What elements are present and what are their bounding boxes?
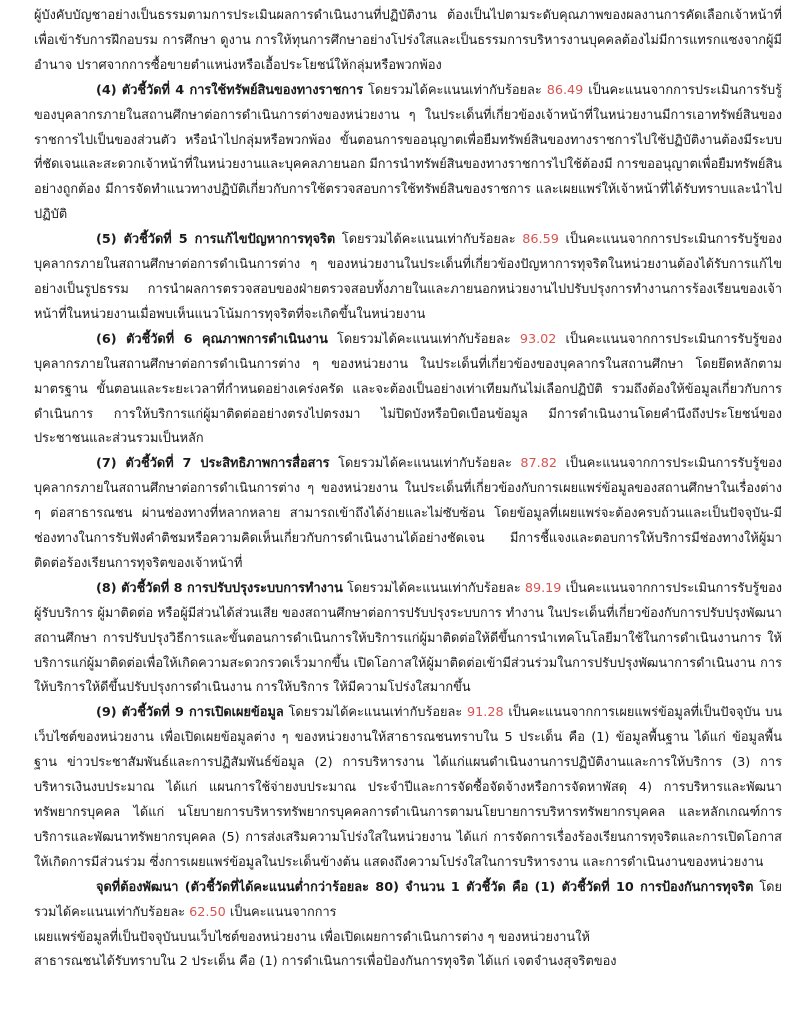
indicator-6-prefix: โดยรวมได้คะแนนเท่ากับร้อยละ: [336, 331, 511, 347]
indicator-8-paragraph: [34, 577, 782, 702]
indicator-8-heading: (8) ตัวชี้วัดที่ 8 การปรับปรุงระบบการทำงาน: [96, 580, 343, 596]
indicator-7-score: 87.82: [520, 456, 558, 472]
indicator-7-body: เป็นคะแนนจากการประเมินการรับรู้ของบุคลากรภายในสถานศึกษาต่อการดำเนินการต่าง ๆ ของหน่วยงาน ในประเด็นที่เกี่ยวข้องกับการเผยแพร่ข้อมูลของสถานศึกษาในเรื่องต่าง ๆ ต่อสาธารณชน ผ่านช่องทางที่หลากหลาย สามารถเข้าถึงได้ง่ายและไม่ซับซ้อน โดยข้อมูลที่เผยแพร่จะต้องครบถ้วนและเป็นปัจจุบัน-มีช่องทางในการรับฟังคำติชมหรือความคิดเห็นเกี่ยวกับการดำเนินงานได้อย่างชัดเจน มีการชี้แจงและตอบการให้บริการมีช่องทางให้ผู้มาติดต่อร้องเรียนการทุจริตของเจ้าหน้าที่: [34, 456, 783, 571]
indicator-9-body: เป็นคะแนนจากการเผยแพร่ข้อมูลที่เป็นปัจจุบัน บนเว็บไซต์ของหน่วยงาน เพื่อเปิดเผยข้อมูลต่าง ๆ ของหน่วยงานให้สาธารณชนทราบใน 5 ประเด็น คือ (1) ข้อมูลพื้นฐาน ได้แก่ ข้อมูลพื้นฐาน ข่าวประชาสัมพันธ์และการปฏิสัมพันธ์ข้อมูล (2) การบริหารงาน ได้แก่แผนดำเนินงานการปฏิบัติงานและการให้บริการ (3) การบริหารเงินงบประมาณ ได้แก่ แผนการใช้จ่ายงบประมาณ ประจำปีและการจัดซื้อจัดจ้างหรือการจัดหาพัสดุ 4) การบริหารและพัฒนาทรัพยากรบุคคล ได้แก่ นโยบายการบริหารทรัพยากรบุคคลการดำเนินการตามนโยบายการบริหารทรัพยากรบุคคล และหลักเกณฑ์การบริการและพัฒนาทรัพยากรบุคคล (5) การส่งเสริมความโปร่งใสในหน่วยงาน ได้แก่ การจัดการเรื่องร้องเรียนการทุจริตและการเปิดโอกาสให้เกิดการมีส่วนร่วม ซึ่งการเผยแพร่ข้อมูลในประเด็นข้างต้น แสดงถึงความโปร่งใสในการบริหารงาน และการดำเนินงานของหน่วยงาน: [34, 705, 782, 870]
indicator-5-heading: (5) ตัวชี้วัดที่ 5 การแก้ไขปัญหาการทุจริต: [96, 232, 336, 248]
development-line-3: สาธารณชนได้รับทราบใน 2 ประเด็น คือ (1) การดำเนินการเพื่อป้องกันการทุจริต ได้แก่ เจตจำนงสุจริตของ: [34, 954, 617, 970]
indicator-4-score: 86.49: [546, 82, 584, 98]
indicator-4-heading: (4) ตัวชี้วัดที่ 4 การใช้ทรัพย์สินของทางราชการ: [96, 82, 364, 98]
indicator-5-score: 86.59: [522, 232, 559, 248]
indicator-6-score: 93.02: [519, 331, 557, 347]
indicator-8-body: เป็นคะแนนจากการประเมินการรับรู้ของผู้รับบริการ ผู้มาติดต่อ หรือผู้มีส่วนได้ส่วนเสีย ของสถานศึกษาต่อการปรับปรุงระบบการ ทำงาน ในประเด็นที่เกี่ยวข้องกับการปรับปรุงพัฒนาสถานศึกษา การปรับปรุงวิธีการและขั้นตอนการดำเนินการให้บริการแก่ผู้มาติดต่อให้ดีขึ้นการนำเทคโนโลยีมาใช้ในการดำเนินงานการ ให้บริการแก่ผู้มาติดต่อเพื่อให้เกิดความสะดวกรวดเร็วมากขึ้น เปิดโอกาสให้ผู้มาติดต่อเข้ามีส่วนร่วมในการปรับปรุงพัฒนาการดำเนินงาน การให้บริการให้ดีขึ้นปรับปรุงการดำเนินงาน การให้บริการ ให้มีความโปร่งใสมากขึ้น: [34, 580, 783, 696]
indicator-4-body: เป็นคะแนนจากการประเมินการรับรู้ของบุคลากรภายในสถานศึกษาต่อการดำเนินการต่างของหน่วยงาน ๆ ในประเด็นที่เกี่ยวข้องเจ้าหน้าที่ในหน่วยงานมีการเอาทรัพย์สินของราชการไปเป็นของส่วนตัว หรือนำไปกลุ่มหรือพวกพ้อง ขั้นตอนการขออนุญาตเพื่อยืมทรัพย์สินของทางราชการไปใช้ปฏิบัติงานต้องมีระบบ ที่ชัดเจนและสะดวกเจ้าหน้าที่ในหน่วยงานและบุคคลภายนอก มีการนำทรัพย์สินของทางราชการไปใช้ต้องมี การขออนุญาตเพื่อยืมทรัพย์สินอย่างถูกต้อง มีการจัดทำแนวทางปฏิบัติเกี่ยวกับการใช้ตรวจสอบการใช้ทรัพย์สินของราชการ และเผยแพร่ให้เจ้าหน้าที่ได้รับทราบและนำไปปฏิบัติ: [34, 82, 782, 223]
indicator-8-prefix: โดยรวมได้คะแนนเท่ากับร้อยละ: [346, 580, 521, 596]
indicator-9-paragraph: [34, 701, 782, 875]
indicator-7-prefix: โดยรวมได้คะแนนเท่ากับร้อยละ: [338, 456, 512, 472]
document-page: [34, 4, 782, 975]
indicator-5-paragraph: [34, 228, 782, 328]
development-line-2: เผยแพร่ข้อมูลที่เป็นปัจจุบันบนเว็บไซต์ของหน่วยงาน เพื่อเปิดเผยการดำเนินการต่าง ๆ ของหน่วยงานให้: [34, 929, 590, 945]
indicator-6-heading: (6) ตัวชี้วัดที่ 6 คุณภาพการดำเนินงาน: [96, 331, 328, 347]
intro-paragraph: ผู้บังคับบัญชาอย่างเป็นธรรมตามการประเมินผลการดำเนินงานที่ปฏิบัติงาน ต้องเป็นไปตามระดับคุณภาพของผลงานการคัดเลือกเจ้าหน้าที่เพื่อเข้ารับการฝึกอบรม การศึกษา ดูงาน การให้ทุนการศึกษาอย่างโปร่งใสและเป็นธรรมการบริหารงานบุคคลต้องไม่มีการแทรกแซงจากผู้มีอำนาจ ปราศจากการซื้อขายตำแหน่งหรือเอื้อประโยชน์ให้กลุ่มหรือพวกพ้อง: [34, 8, 782, 73]
indicator-7-paragraph: [34, 452, 782, 577]
indicator-5-prefix: โดยรวมได้คะแนนเท่ากับร้อยละ: [341, 232, 516, 248]
indicator-8-score: 89.19: [524, 580, 562, 596]
indicator-9-score: 91.28: [466, 705, 504, 721]
development-prefix: โดยรวมได้คะแนนเท่ากับร้อยละ: [34, 879, 782, 920]
development-suffix: เป็นคะแนนจากการ: [229, 904, 337, 920]
indicator-4-prefix: โดยรวมได้คะแนนเท่ากับร้อยละ: [368, 82, 542, 98]
indicator-5-body: เป็นคะแนนจากการประเมินการรับรู้ของบุคลากรภายในสถานศึกษาต่อการดำเนินการต่าง ๆ ของหน่วยงานในประเด็นที่เกี่ยวข้องปัญหาการทุจริตในหน่วยงานต้องได้รับการแก้ไขอย่างเป็นรูปธรรม การนำผลการตรวจสอบของฝ่ายตรวจสอบทั้งภายในและภายนอกหน่วยงานไปปรับปรุงการทำงานการร้องเรียนของเจ้าหน้าที่ในหน่วยงานเมื่อพบเห็นแนวโน้มการทุจริตที่จะเกิดขึ้นในหน่วยงาน: [34, 232, 782, 322]
indicator-9-prefix: โดยรวมได้คะแนนเท่ากับร้อยละ: [288, 705, 463, 721]
development-paragraph: [34, 876, 782, 926]
indicator-6-paragraph: [34, 328, 782, 453]
indicator-9-heading: (9) ตัวชี้วัดที่ 9 การเปิดเผยข้อมูล: [96, 705, 284, 721]
development-score: 62.50: [189, 904, 226, 920]
indicator-6-body: เป็นคะแนนจากการประเมินการรับรู้ของบุคลากรภายในสถานศึกษาต่อการดำเนินการต่าง ๆ ของหน่วยงาน ในประเด็นที่เกี่ยวข้องของบุคลากรในสถานศึกษา โดยยึดหลักตามมาตรฐาน ขั้นตอนและระยะเวลาที่กำหนดอย่างเคร่งครัด และจะต้องเป็นอย่างเท่าเทียมกันไม่เลือกปฏิบัติ รวมถึงต้องให้ข้อมูลเกี่ยวกับการดำเนินการ การให้บริการแก่ผู้มาติดต่ออย่างตรงไปตรงมา ไม่ปิดบังหรือบิดเบือนข้อมูล มีการดำเนินงานโดยคำนึงถึงประโยชน์ของประชาชนและส่วนรวมเป็นหลัก: [34, 331, 782, 447]
indicator-7-heading: (7) ตัวชี้วัดที่ 7 ประสิทธิภาพการสื่อสาร: [96, 456, 330, 472]
indicator-4-paragraph: [34, 79, 782, 228]
development-heading: จุดที่ต้องพัฒนา (ตัวชี้วัดที่ได้คะแนนต่ำกว่าร้อยละ 80) จำนวน 1 ตัวชี้วัด คือ (1) ตัวชี้วัดที่ 10 การป้องกันการทุจริต: [96, 879, 754, 895]
